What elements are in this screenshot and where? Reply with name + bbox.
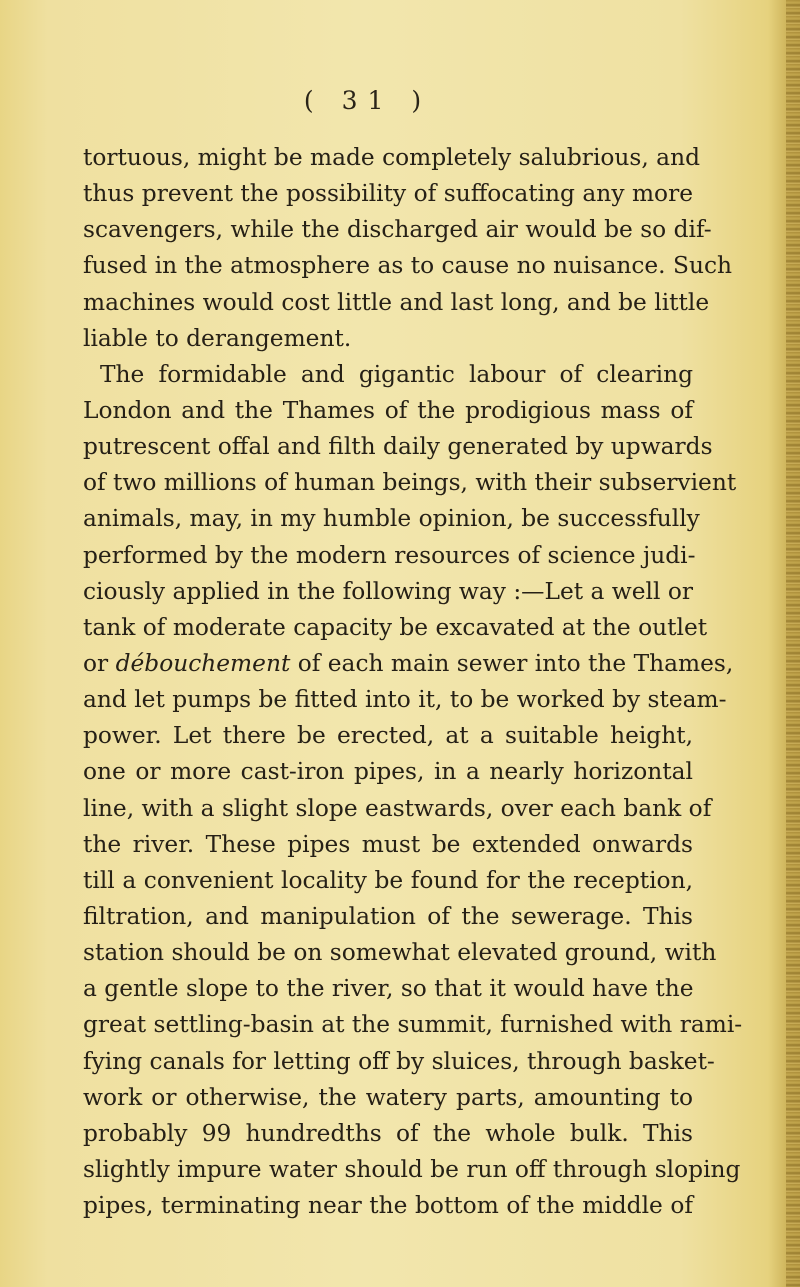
text-line: thus prevent the possibility of suffocating any more <box>83 180 693 208</box>
text-line: line, with a slight slope eastwards, over each bank of <box>83 794 712 822</box>
text-line-with-italic <box>83 646 734 682</box>
page-number: ( 31 ) <box>303 86 432 115</box>
text-line: London and the Thames of the prodigious mass of <box>83 396 693 424</box>
text-fragment: of each main sewer into the Thames, <box>290 649 734 677</box>
text-line: great settling-basin at the summit, furnished with rami- <box>83 1011 743 1039</box>
text-line: animals, may, in my humble opinion, be successfully <box>83 505 700 533</box>
text-line: liable to derangement. <box>83 324 352 352</box>
page-edge <box>786 0 800 1287</box>
text-line: performed by the modern resources of science judi- <box>83 541 696 569</box>
text-line: the river. These pipes must be extended onwards <box>83 830 693 858</box>
italic-word: débouchement <box>115 649 291 677</box>
text-line: slightly impure water should be run off through sloping <box>83 1155 741 1183</box>
text-line: putrescent offal and filth daily generated by upwards <box>83 433 713 461</box>
text-line: of two millions of human beings, with their subservient <box>83 469 737 497</box>
text-line: pipes, terminating near the bottom of the middle of <box>83 1192 693 1220</box>
text-line: ciously applied in the following way :—Let a well or <box>83 577 693 605</box>
text-line: a gentle slope to the river, so that it would have the <box>83 975 694 1003</box>
text-line-indented: The formidable and gigantic labour of clearing <box>100 360 693 388</box>
text-line: fused in the atmosphere as to cause no nuisance. Such <box>83 252 733 280</box>
text-line: till a convenient locality be found for the reception, <box>83 866 693 894</box>
text-line: and let pumps be fitted into it, to be worked by steam- <box>83 686 727 714</box>
body-text <box>83 140 743 1224</box>
text-line: probably 99 hundredths of the whole bulk. This <box>83 1119 693 1147</box>
text-fragment: or <box>83 649 116 677</box>
text-line: machines would cost little and last long, and be little <box>83 288 710 316</box>
text-line: one or more cast-iron pipes, in a nearly horizontal <box>83 758 693 786</box>
text-line: tank of moderate capacity be excavated at the outlet <box>83 613 708 641</box>
text-line: filtration, and manipulation of the sewerage. This <box>83 902 693 930</box>
text-line: tortuous, might be made completely salubrious, and <box>83 144 700 171</box>
text-line: station should be on somewhat elevated ground, with <box>83 939 717 967</box>
text-line: scavengers, while the discharged air would be so dif- <box>83 216 712 244</box>
text-line: work or otherwise, the watery parts, amounting to <box>83 1083 693 1111</box>
text-line: fying canals for letting off by sluices, through basket- <box>83 1047 715 1075</box>
text-line: power. Let there be erected, at a suitable height, <box>83 722 693 750</box>
